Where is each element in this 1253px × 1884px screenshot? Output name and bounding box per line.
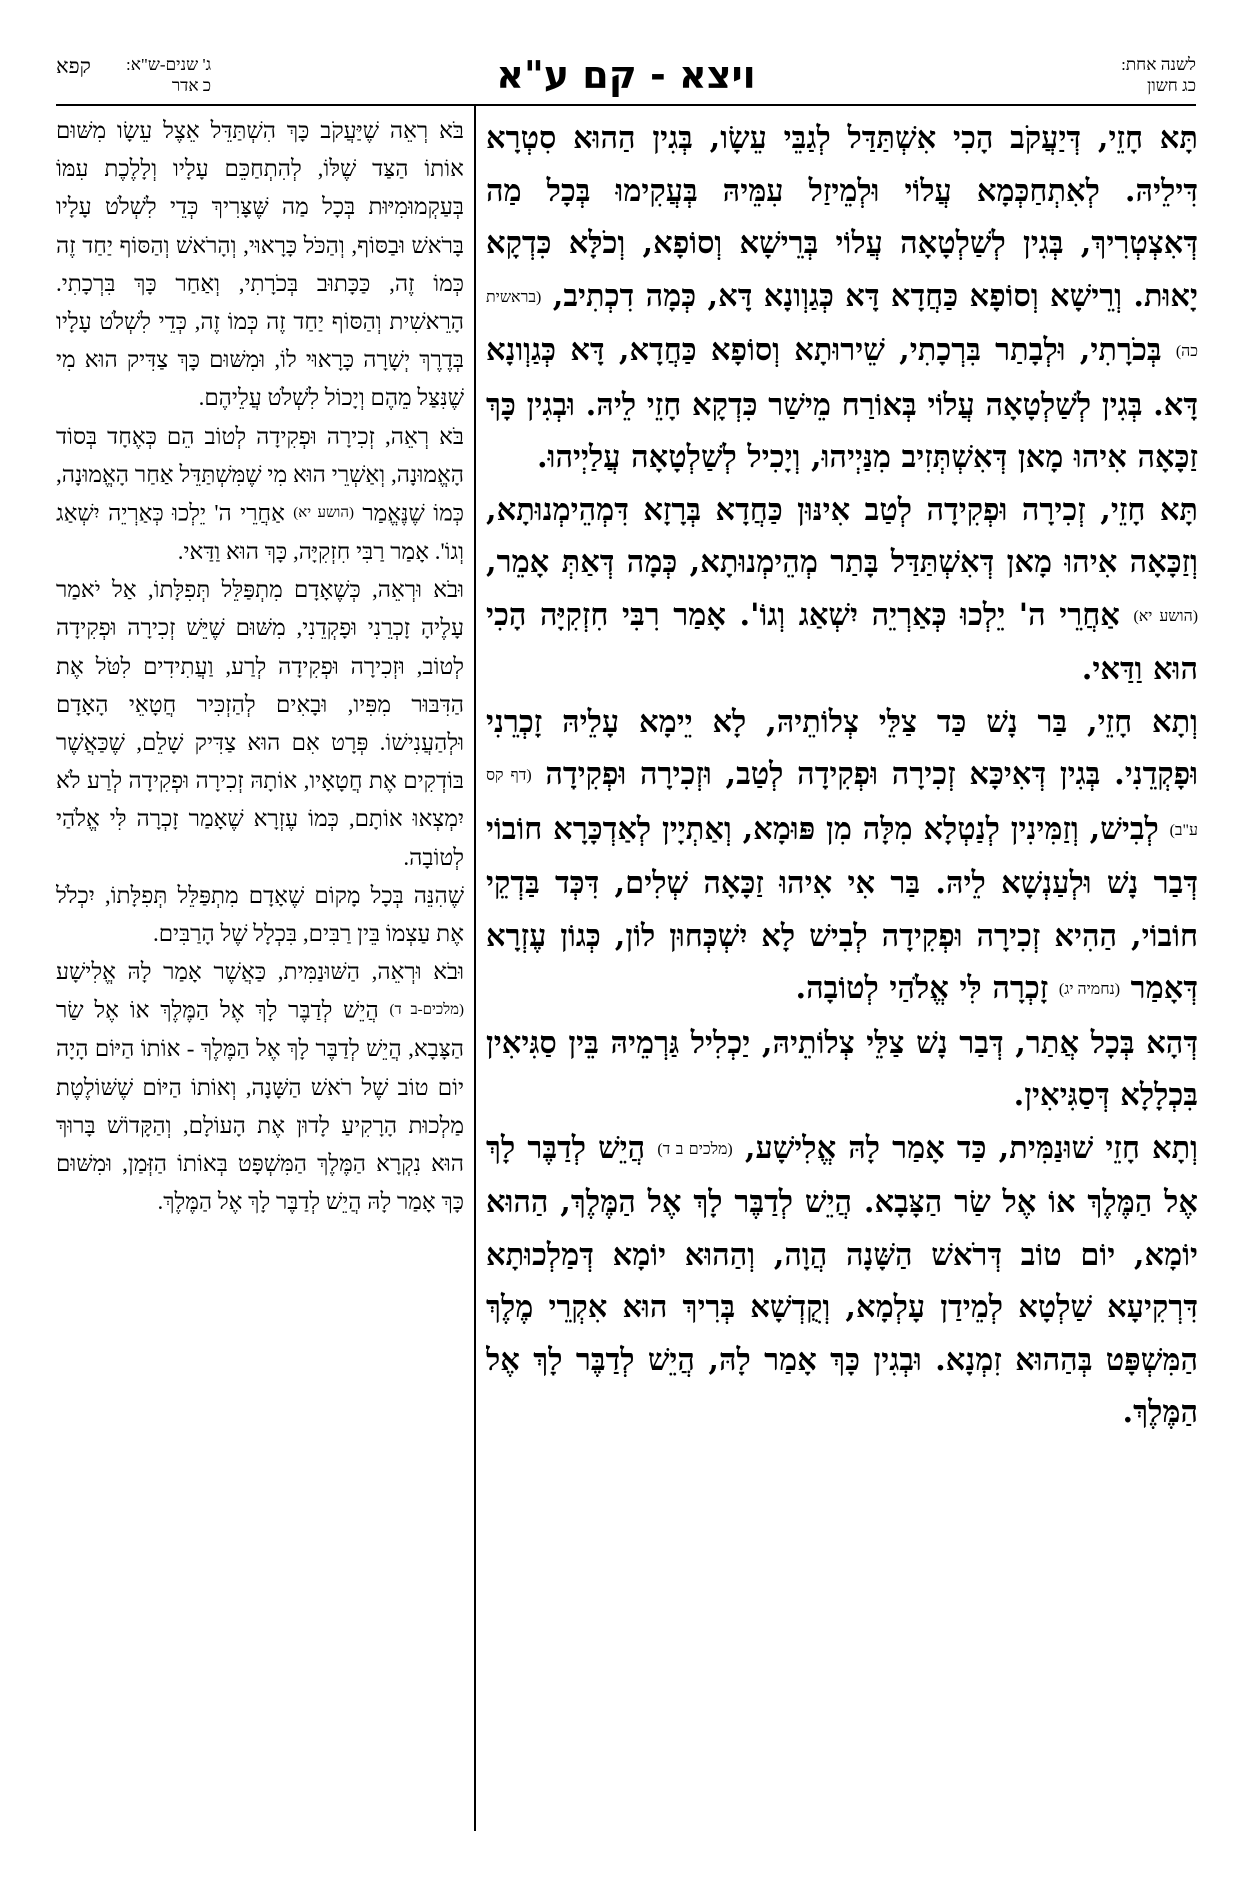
side-paragraph-1 [56, 112, 464, 418]
main-p3-text-cont: לְבִישׁ, וְזַמִּינִין לְנַטְלָא מִלָּה מִן פּוּמָא, וְאַתְיָין לְאַדְכָּרָא חוֹבוֹי דְּבַר נָשׁ וּלְעַנְשָׁא לֵיהּ. בַּר אִי אִיהוּ זַכָּאָה שְׁלִים, דִּכְּד בַּדְקֵי חוֹבוֹי, הַהִיא זְכִירָה וּפְקִידָה לְבִישׁ לָא יִשְׁכְּחוּן לוֹן, כְּגוֹן עֶזְרָא דְּאָמַר [486, 810, 1198, 1007]
schedule-label-three-year: ג' שנים-ש"א: [126, 55, 212, 74]
main-p3-text: וְתָא חָזֵי, בַּר נָשׁ כַּד צַלֵּי צְלוֹתֵיהּ, לָא יֵימָא עָלֵיהּ זָכְרֵנִי וּפָקְדֵנִי. בְּגִין דְּאִיכָּא זְכִירָה וּפְקִידָה לְטַב, וּזְכִירָה וּפְקִידָה [486, 703, 1198, 793]
main-p1-source-ref: (בראשית כה) [486, 288, 1198, 361]
page-title: ויצא - קם ע"א [496, 53, 756, 97]
main-p3-page-ref: (דף קס ע"ב) [486, 767, 1198, 839]
main-paragraph-1 [486, 112, 1198, 484]
side-paragraph-4 [56, 877, 464, 953]
side-p1-text: בֹּא רְאֵה שֶׁיַּעֲקֹב כָּךְ הִשְׁתַּדֵּל אֵצֶל עֵשָׂו מִשּׁוּם אוֹתוֹ הַצַּד שֶׁלּוֹ, לְהִתְחַכֵּם עָלָיו וְלָלֶכֶת עִמּוֹ בְּעַקְמוּמִיּוּת בְּכָל מַה שֶּׁצָּרִיךְ כְּדֵי לִשְׁלֹט עָלָיו בָּרֹאשׁ וּבַסּוֹף, וְהַכֹּל כָּרָאוּי, וְהָרֹאשׁ וְהַסּוֹף יַחַד זֶה כְּמוֹ זֶה, כַּכָּתוּב בְּכֹרָתִי, וְאַחַר כָּךְ בִּרְכָתִי. הָרֵאשִׁית וְהַסּוֹף יַחַד זֶה כְּמוֹ זֶה, כְּדֵי לִשְׁלֹט עָלָיו בְּדֶרֶךְ יְשָׁרָה כָּרָאוּי לוֹ, וּמִשּׁוּם כָּךְ צַדִּיק הוּא מִי שֶׁנִּצַּל מֵהֶם וְיָכוֹל לִשְׁלֹט עֲלֵיהֶם. [56, 118, 464, 411]
main-p1-text-cont: בְּכֹרָתִי, וּלְבָתַר בִּרְכָתִי, שֵׁירוּתָא וְסוֹפָא כַּחֲדָא, דָּא כְּגַוְונָא דָּא. בְּגִין לְשַׁלְטָאָה עֲלוֹי בְּאוֹרַח מֵישַׁר כִּדְקָא חָזֵי לֵיהּ. וּבְגִין כָּךְ זַכָּאָה אִיהוּ מָאן דְּאִשְׁתְּזִיב מִנַּיְיהוּ, וְיָכִיל לְשַׁלְטָאָה עֲלַיְיהוּ. [486, 332, 1198, 476]
side-paragraph-3 [56, 571, 464, 877]
side-p3-text: וּבֹא וּרְאֵה, כְּשֶׁאָדָם מִתְפַּלֵּל תְּפִלָּתוֹ, אַל יֹאמַר עָלֶיהָ זָכְרֵנִי וּפָקְדֵנִי, מִשּׁוּם שֶׁיֵּשׁ זְכִירָה וּפְקִידָה לְטוֹב, וּזְכִירָה וּפְקִידָה לְרַע, וַעֲתִידִים לִטֹּל אֶת הַדִּבּוּר מִפִּיו, וּבָאִים לְהַזְכִּיר חֲטָאֵי הָאָדָם וּלְהַעֲנִישׁוֹ. פְּרָט אִם הוּא צַדִּיק שָׁלֵם, שֶׁכַּאֲשֶׁר בּוֹדְקִים אֶת חֲטָאָיו, אוֹתָהּ זְכִירָה וּפְקִידָה לְרַע לֹא יִמְצְאוּ אוֹתָם, כְּמוֹ עֶזְרָא שֶׁאָמַר זָכְרָה לִּי אֱלֹהַי לְטוֹבָה. [56, 577, 464, 870]
side-paragraph-2 [56, 418, 464, 572]
main-p2-text-cont: אַחֲרֵי ה' יֵלְכוּ כְּאַרְיֵה יִשְׁאַג וְגוֹ'. אָמַר רִבִּי חִזְקִיָּה הָכִי הוּא וַדַּאי. [486, 596, 1198, 688]
main-text-column [486, 112, 1198, 1837]
main-p5-text-cont: הֲיֵשׁ לְדַבֶּר לָךְ אֶל הַמֶּלֶךְ אוֹ אֶל שַׂר הַצָּבָא. הֲיֵשׁ לְדַבֶּר לָךְ אֶל הַמֶּלֶךְ, הַהוּא יוֹמָא, יוֹם טוֹב דְּרֹאשׁ הַשָּׁנָה הֲוָה, וְהַהוּא יוֹמָא דְּמַלְכוּתָא דִּרְקִיעָא שַׁלְטָא לְמֵידַן עָלְמָא, וְקֻדְשָׁא בְּרִיךְ הוּא אִקְרֵי מֶלֶךְ הַמִּשְׁפָּט בְּהַהוּא זִמְנָא. וּבְגִין כָּךְ אָמַר לָהּ, הֲיֵשׁ לְדַבֶּר לָךְ אֶל הַמֶּלֶךְ. [486, 1129, 1198, 1431]
side-p2-source-ref: (הושע יא) [293, 505, 354, 522]
schedule-date-three-year: כ אדר [171, 76, 212, 95]
reading-schedule-three-year [126, 54, 211, 96]
main-p5-source-ref: (מלכים ב ד) [657, 1140, 733, 1158]
main-paragraph-5 [486, 1122, 1198, 1439]
side-p2-text-cont: אַחֲרֵי ה' יֵלְכוּ כְּאַרְיֵה יִשְׁאַג וְגוֹ'. אָמַר רַבִּי חִזְקִיָּה, כָּךְ הוּא וַדַּאי. [56, 500, 464, 564]
main-p1-text: תָּא חָזֵי, דְּיַעֲקֹב הָכִי אִשְׁתַּדַּל לְגַבֵּי עֵשָׂו, בְּגִין הַהוּא סִטְרָא דִּילֵיהּ. לְאִתְחַכְּמָא עֲלוֹי וּלְמֵיזַל עִמֵּיהּ בְּעֲקִימוּ בְּכָל מַה דְּאִצְטְרִיךְ, בְּגִין לְשַׁלְטָאָה עֲלוֹי בְּרֵישָׁא וְסוֹפָא, וְכֹלָּא כִּדְקָא יָאוּת. וְרֵישָׁא וְסוֹפָא כַּחֲדָא דָּא כְּגַוְונָא דָּא, כְּמָה דִכְתִיב, [486, 120, 1198, 314]
side-paragraph-5 [56, 953, 464, 1221]
side-p4-text: שֶׁהִנֵּה בְּכָל מָקוֹם שֶׁאָדָם מִתְפַּלֵּל תְּפִלָּתוֹ, יִכְלֹל אֶת עַצְמוֹ בֵּין רַבִּים, בִּכְלָל שֶׁל הָרַבִּים. [56, 882, 464, 946]
main-p2-source-ref: (הושע יא) [1133, 607, 1198, 625]
main-paragraph-2 [486, 484, 1198, 696]
page-number: קפא [56, 54, 91, 78]
page-header [56, 52, 1196, 102]
translation-column [56, 112, 464, 1837]
main-p3-text-end: זָכְרָה לִּי אֱלֹהַי לְטוֹבָה. [795, 970, 1049, 1007]
side-p5-text: וּבֹא וּרְאֵה, הַשּׁוּנַמִּית, כַּאֲשֶׁר אָמַר לָהּ אֱלִישָׁע [56, 959, 464, 985]
side-p5-text-cont: הֲיֵשׁ לְדַבֶּר לָךְ אֶל הַמֶּלֶךְ אוֹ אֶל שַׂר הַצָּבָא, הֲיֵשׁ לְדַבֶּר לָךְ אֶל הַמֶּלֶךְ - אוֹתוֹ הַיּוֹם הָיָה יוֹם טוֹב שֶׁל רֹאשׁ הַשָּׁנָה, וְאוֹתוֹ הַיּוֹם שֶׁשּׁוֹלֶטֶת מַלְכוּת הָרָקִיעַ לָדוּן אֶת הָעוֹלָם, וְהַקָּדוֹשׁ בָּרוּךְ הוּא נִקְרָא הַמֶּלֶךְ הַמִּשְׁפָּט בְּאוֹתוֹ הַזְּמַן, וּמִשּׁוּם כָּךְ אָמַר לָהּ הֲיֵשׁ לְדַבֶּר לָךְ אֶל הַמֶּלֶךְ. [56, 998, 464, 1215]
header-rule [56, 104, 1196, 106]
main-p2-text: תָּא חָזֵי, זְכִירָה וּפְקִידָה לְטַב אִינּוּן כַּחֲדָא בְּרָזָא דִּמְהֵימְנוּתָא, וְזַכָּאָה אִיהוּ מָאן דְּאִשְׁתַּדַּל בָּתַר מְהֵימְנוּתָא, כְּמָה דְּאַתְּ אָמֵר, [486, 491, 1198, 581]
main-p5-text: וְתָא חָזֵי שׁוּנַמִּית, כַּד אָמַר לָהּ אֱלִישָׁע, [744, 1129, 1198, 1166]
main-paragraph-4 [486, 1017, 1198, 1122]
side-p5-source-ref: (מלכים-ב ד) [389, 1002, 464, 1019]
schedule-date-one-year: כג חשון [1147, 76, 1196, 95]
main-paragraph-3 [486, 696, 1198, 1017]
main-p3-source-ref: (נחמיה יג) [1058, 981, 1121, 999]
column-divider [474, 106, 476, 1831]
reading-schedule-one-year [1121, 54, 1196, 96]
side-p2-text: בֹּא רְאֵה, זְכִירָה וּפְקִידָה לְטוֹב הֵם כְּאֶחָד בְּסוֹד הָאֱמוּנָה, וְאַשְׁרֵי הוּא מִי שֶׁמִּשְׁתַּדֵּל אַחַר הָאֱמוּנָה, כְּמוֹ שֶׁנֶּאֱמַר [56, 423, 464, 526]
schedule-label-one-year: לשנה אחת: [1121, 55, 1196, 74]
main-p4-text: דְּהָא בְּכָל אֲתַר, דְּבַר נָשׁ צַלֵּי צְלוֹתֵיהּ, יַכְלִיל גַּרְמֵיהּ בֵּין סַגִּיאִין בִּכְלָלָא דְּסַגִּיאִין. [486, 1024, 1198, 1114]
